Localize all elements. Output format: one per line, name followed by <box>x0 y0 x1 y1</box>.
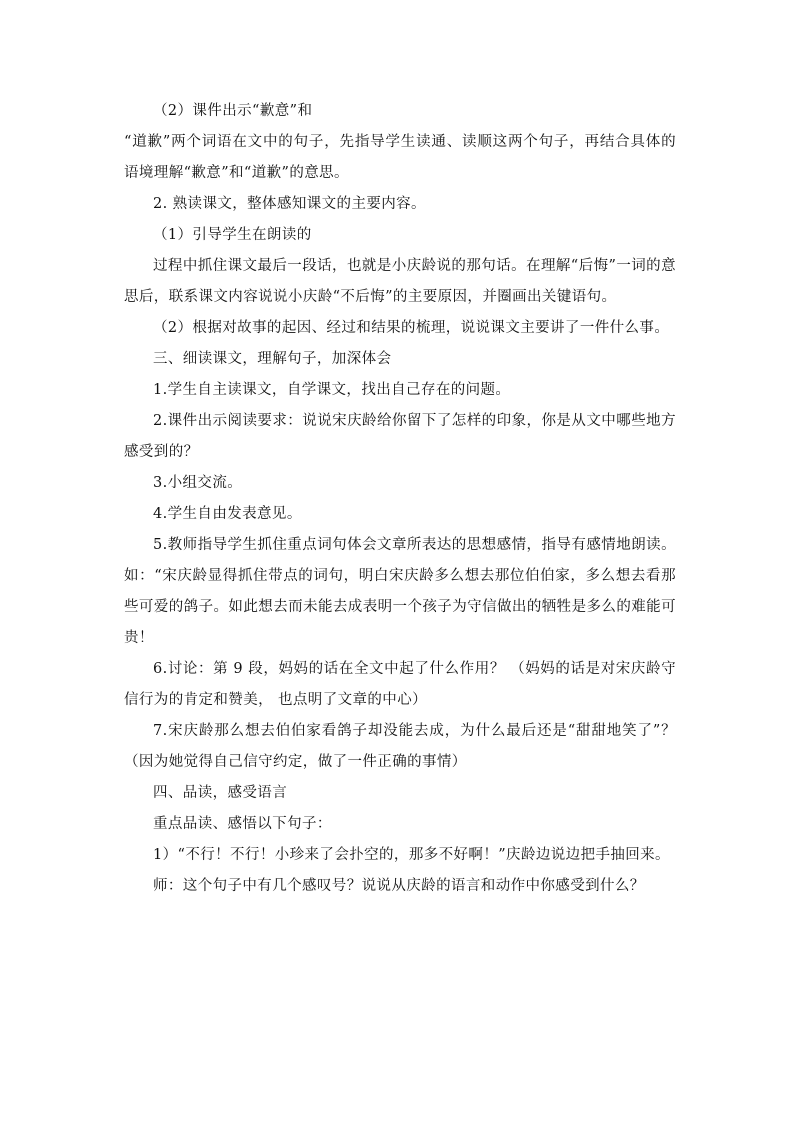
paragraph-3: 2. 熟读课文，整体感知课文的主要内容。 <box>153 196 426 212</box>
paragraph-1: （2）课件出示“歉意”和 <box>153 103 313 119</box>
paragraph-2: “道歉”两个词语在文中的句子，先指导学生读通、读顺这两个句子，再结合具体的语境理解“歉意”和“道歉”的意思。 <box>124 134 676 181</box>
paragraph-6: （2）根据对故事的起因、经过和结果的梳理，说说课文主要讲了一件什么事。 <box>153 320 670 336</box>
section-heading-4: 四、品读，感受语言 <box>153 785 288 801</box>
paragraph-17: 1）“不行！不行！小珍来了会扑空的，那多不好啊！”庆龄边说边把手抽回来。 <box>153 847 670 863</box>
paragraph-4: （1）引导学生在朗读的 <box>153 227 312 243</box>
paragraph-13: 6.讨论：第 9 段，妈妈的话在全文中起了什么作用？ （妈妈的话是对宋庆龄守信行为的肯定和赞美， 也点明了文章的中心） <box>124 661 676 708</box>
paragraph-9: 2.课件出示阅读要求：说说宋庆龄给你留下了怎样的印象，你是从文中哪些地方感受到的？ <box>124 413 676 460</box>
paragraph-16: 重点品读、感悟以下句子： <box>153 816 332 832</box>
paragraph-11: 4.学生自由发表意见。 <box>153 506 302 522</box>
paragraph-12: 5.教师指导学生抓住重点词句体会文章所表达的思想感情，指导有感情地朗读。如：“宋庆龄显得抓住带点的词句，明白宋庆龄多么想去那位伯伯家，多么想去看那些可爱的鸽子。如此想去而未能去成表明一个孩子为守信做出的牺牲是多么的难能可贵！ <box>124 537 676 646</box>
document-body <box>124 96 676 902</box>
section-heading-3: 三、细读课文，理解句子，加深体会 <box>153 351 392 367</box>
paragraph-8: 1.学生自主读课文，自学课文，找出自己存在的问题。 <box>153 382 511 398</box>
paragraph-5: 过程中抓住课文最后一段话，也就是小庆龄说的那句话。在理解“后悔”一词的意思后，联系课文内容说说小庆龄“不后悔”的主要原因，并圈画出关键语句。 <box>124 258 676 305</box>
paragraph-18: 师：这个句子中有几个感叹号？说说从庆龄的语言和动作中你感受到什么？ <box>153 878 645 894</box>
paragraph-14: 7.宋庆龄那么想去伯伯家看鸽子却没能去成，为什么最后还是“甜甜地笑了”？ （因为她觉得自己信守约定，做了一件正确的事情） <box>124 723 676 770</box>
paragraph-10: 3.小组交流。 <box>153 475 243 491</box>
